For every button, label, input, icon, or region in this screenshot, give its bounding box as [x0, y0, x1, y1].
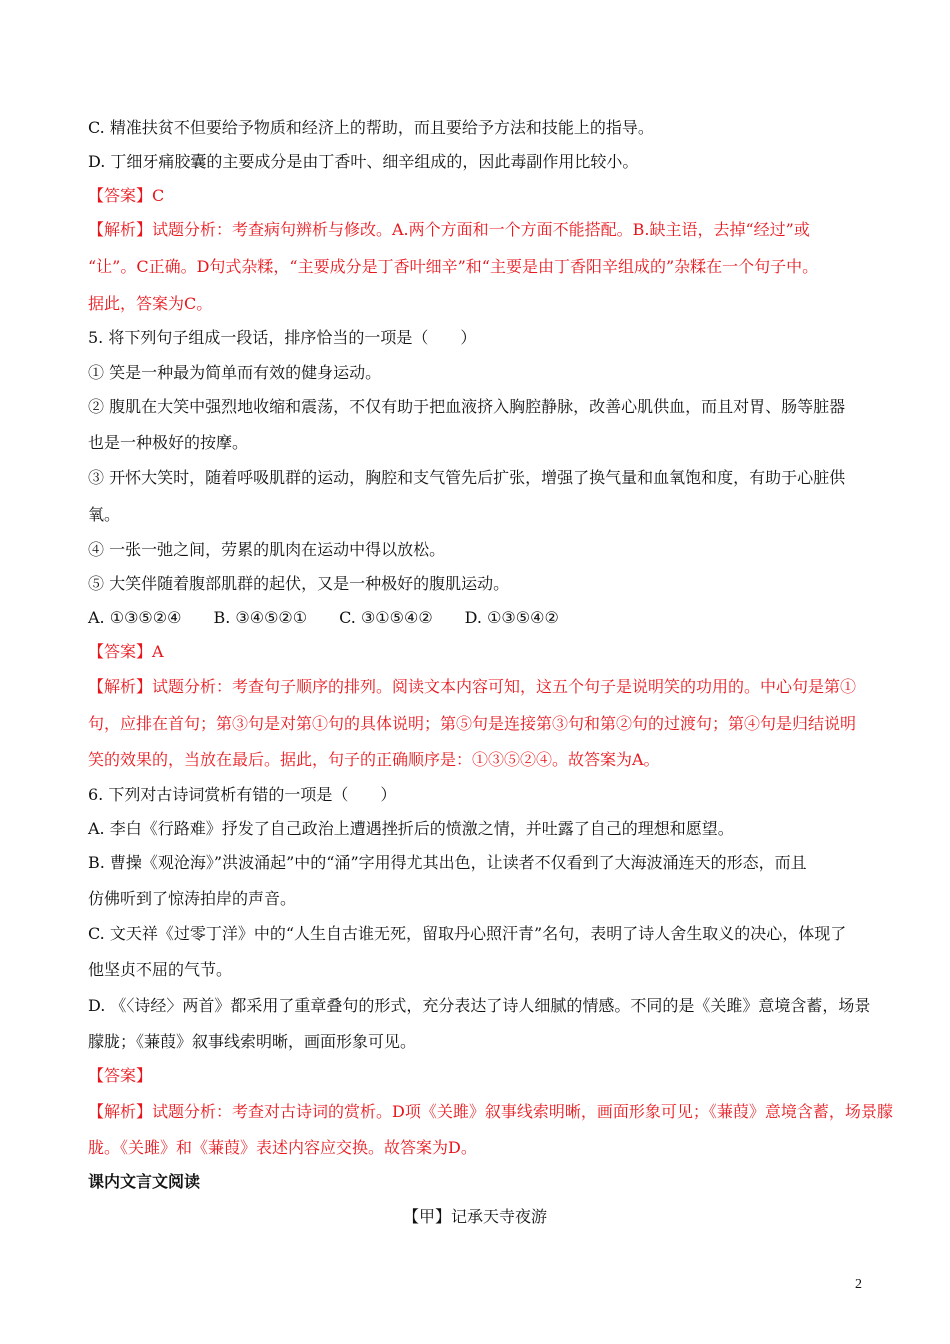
q5-explanation-line-1: 【解析】试题分析：考查句子顺序的排列。阅读文本内容可知，这五个句子是说明笑的功用的。中心句是第①: [88, 677, 857, 696]
reading-title: 【甲】记承天寺夜游: [402, 1207, 547, 1226]
section-title: 课内文言文阅读: [88, 1172, 201, 1191]
q5-sentence-3b: 氧。: [88, 505, 121, 524]
q6-option-b-line-2: 仿佛听到了惊涛拍岸的声音。: [88, 889, 297, 908]
q6-option-c-line-2: 他坚贞不屈的气节。: [88, 960, 233, 979]
q5-stem: 5. 将下列句子组成一段话，排序恰当的一项是（ ）: [88, 328, 477, 347]
q5-sentence-4: ④ 一张一弛之间，劳累的肌肉在运动中得以放松。: [88, 540, 446, 559]
q6-answer: 【答案】: [88, 1066, 153, 1085]
q4-option-c: C. 精准扶贫不但要给予物质和经济上的帮助，而且要给予方法和技能上的指导。: [88, 118, 654, 137]
q4-explanation-line-1: 【解析】试题分析：考查病句辨析与修改。A.两个方面和一个方面不能搭配。B.缺主语，去掉“经过”或: [88, 220, 810, 239]
q6-option-d-line-1: D. 《〈诗经〉两首》都采用了重章叠句的形式，充分表达了诗人细腻的情感。不同的是《关雎》意境含蓄，场景: [88, 996, 871, 1015]
q5-explanation-line-3: 笑的效果的，当放在最后。据此，句子的正确顺序是：①③⑤②④。故答案为A。: [88, 750, 660, 769]
q5-sentence-1: ① 笑是一种最为简单而有效的健身运动。: [88, 363, 382, 382]
q4-option-d: D. 丁细牙痛胶囊的主要成分是由丁香叶、细辛组成的，因此毒副作用比较小。: [88, 152, 639, 171]
q5-sentence-3a: ③ 开怀大笑时，随着呼吸肌群的运动，胸腔和支气管先后扩张，增强了换气量和血氧饱和度，有助于心脏供: [88, 468, 846, 487]
q6-option-d-line-2: 朦胧；《蒹葭》叙事线索明晰，画面形象可见。: [88, 1032, 417, 1051]
q6-explanation-line-1: 【解析】试题分析：考查对古诗词的赏析。D项《关雎》叙事线索明晰，画面形象可见；《蒹葭》意境含蓄，场景朦: [88, 1102, 893, 1121]
q6-option-c-line-1: C. 文天祥《过零丁洋》中的“人生自古谁无死，留取丹心照汗青”名句，表明了诗人舍生取义的决心，体现了: [88, 924, 847, 943]
q6-explanation-line-2: 胧。《关雎》和《蒹葭》表述内容应交换。故答案为D。: [88, 1138, 477, 1157]
page-number: 2: [855, 1277, 862, 1292]
q6-stem: 6. 下列对古诗词赏析有错的一项是（ ）: [88, 785, 397, 804]
q6-option-a: A. 李白《行路难》抒发了自己政治上遭遇挫折后的愤激之情，并吐露了自己的理想和愿望。: [88, 819, 734, 838]
q5-answer: 【答案】A: [88, 642, 164, 661]
q4-explanation-line-2: “让”。C正确。D句式杂糅，“主要成分是丁香叶细辛”和“主要是由丁香阳辛组成的”杂糅在一个句子中。: [88, 257, 819, 276]
q6-option-b-line-1: B. 曹操《观沧海》”洪波涌起”中的“涌”字用得尤其出色，让读者不仅看到了大海波涌连天的形态，而且: [88, 853, 807, 872]
q4-answer: 【答案】C: [88, 186, 165, 205]
q5-sentence-2a: ② 腹肌在大笑中强烈地收缩和震荡，不仅有助于把血液挤入胸腔静脉，改善心肌供血，而且对胃、肠等脏器: [88, 397, 846, 416]
q5-explanation-line-2: 句，应排在首句；第③句是对第①句的具体说明；第⑤句是连接第③句和第②句的过渡句；第④句是归结说明: [88, 714, 857, 733]
q5-sentence-5: ⑤ 大笑伴随着腹部肌群的起伏，又是一种极好的腹肌运动。: [88, 574, 510, 593]
q4-explanation-line-3: 据此，答案为C。: [88, 294, 213, 313]
q5-options: A. ①③⑤②④ B. ③④⑤②① C. ③①⑤④② D. ①③⑤④②: [88, 608, 559, 627]
q5-sentence-2b: 也是一种极好的按摩。: [88, 433, 249, 452]
